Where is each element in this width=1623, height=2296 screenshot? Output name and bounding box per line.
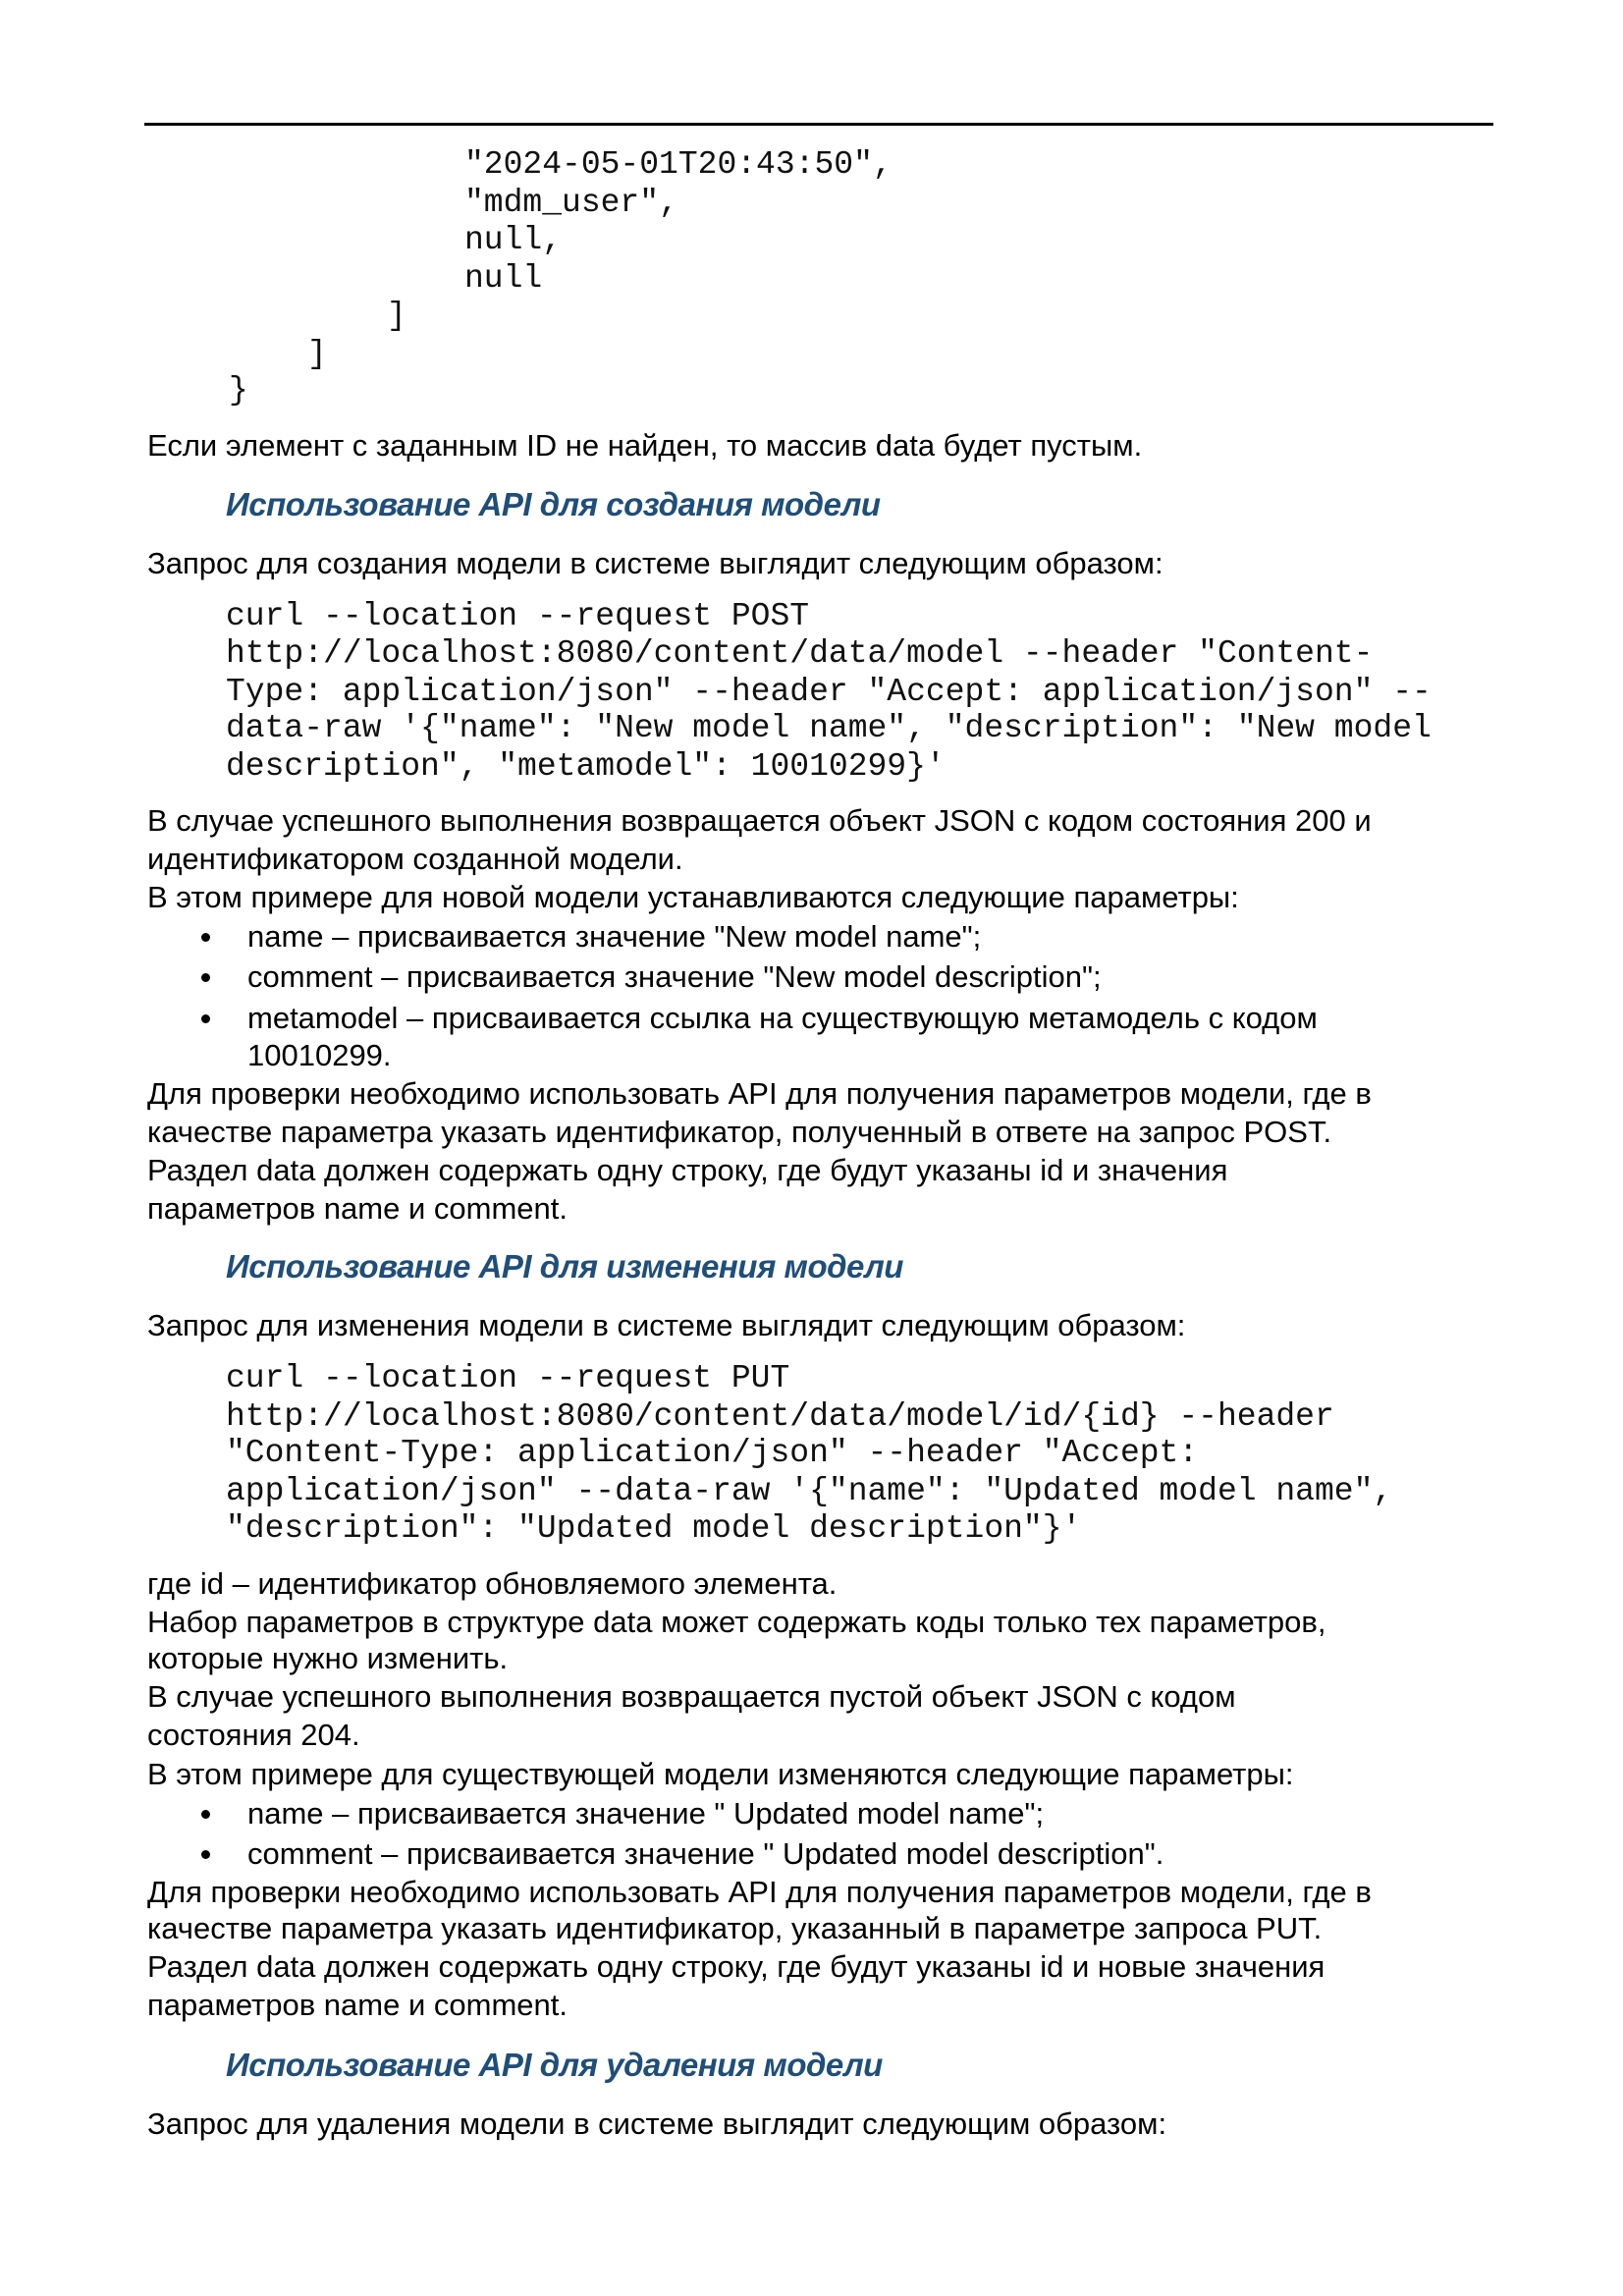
code-line: description", "metamodel": 10010299}' xyxy=(226,748,946,785)
paragraph: качестве параметра указать идентификатор, указанный в параметре запроса PUT. xyxy=(147,1911,1323,1945)
paragraph: Для проверки необходимо использовать API для получения параметров модели, где в xyxy=(147,1875,1372,1909)
paragraph: Раздел data должен содержать одну строку, где будут указаны id и значения xyxy=(147,1153,1228,1187)
code-line: ] xyxy=(387,298,406,334)
paragraph: Запрос для удаления модели в системе выглядит следующим образом: xyxy=(147,2106,1167,2141)
bullet-icon xyxy=(201,1810,210,1819)
bullet-icon xyxy=(201,1014,210,1023)
list-item: metamodel – присваивается ссылка на существующую метамодель с кодом xyxy=(247,1001,1318,1035)
code-line: null, xyxy=(464,222,563,258)
paragraph: Раздел data должен содержать одну строку, где будут указаны id и новые значения xyxy=(147,1949,1325,1984)
paragraph: параметров name и comment. xyxy=(147,1191,568,1226)
bullet-icon xyxy=(201,1850,210,1859)
code-line: "description": "Updated model description"}' xyxy=(226,1510,1082,1547)
list-item: comment – присваивается значение " Updated model description". xyxy=(247,1836,1164,1871)
list-item: name – присваивается значение " Updated model name"; xyxy=(247,1796,1045,1831)
paragraph: Для проверки необходимо использовать API для получения параметров модели, где в xyxy=(147,1076,1372,1111)
code-line: "mdm_user", xyxy=(464,185,678,221)
code-line: data-raw '{"name": "New model name", "description": "New model xyxy=(226,710,1432,746)
list-item: name – присваивается значение "New model name"; xyxy=(247,919,982,954)
code-line: application/json" --data-raw '{"name": "Updated model name", xyxy=(226,1473,1393,1509)
bullet-icon xyxy=(201,973,210,982)
paragraph: где id – идентификатор обновляемого элемента. xyxy=(147,1566,838,1601)
bullet-icon xyxy=(201,933,210,942)
paragraph: Запрос для изменения модели в системе выглядит следующим образом: xyxy=(147,1308,1186,1342)
paragraph: Если элемент с заданным ID не найден, то массив data будет пустым. xyxy=(147,428,1143,463)
paragraph: Запрос для создания модели в системе выглядит следующим образом: xyxy=(147,546,1163,580)
section-heading-delete: Использование API для удаления модели xyxy=(226,2047,883,2083)
code-line: "2024-05-01T20:43:50", xyxy=(464,146,893,183)
code-line: ] xyxy=(307,336,327,372)
code-line: "Content-Type: application/json" --header "Accept: xyxy=(226,1435,1199,1471)
code-line: curl --location --request POST xyxy=(226,598,810,634)
code-line: http://localhost:8080/content/data/model --header "Content- xyxy=(226,635,1374,672)
code-line: curl --location --request PUT xyxy=(226,1360,790,1396)
list-item-continuation: 10010299. xyxy=(247,1038,392,1072)
code-line: http://localhost:8080/content/data/model/id/{id} --header xyxy=(226,1398,1334,1435)
paragraph: качестве параметра указать идентификатор, полученный в ответе на запрос POST. xyxy=(147,1115,1332,1149)
code-line: } xyxy=(229,372,248,409)
paragraph: В случае успешного выполнения возвращается пустой объект JSON с кодом xyxy=(147,1679,1236,1714)
section-heading-create: Использование API для создания модели xyxy=(226,486,881,522)
paragraph: Набор параметров в структуре data может содержать коды только тех параметров, xyxy=(147,1605,1326,1639)
paragraph: В случае успешного выполнения возвращается объект JSON с кодом состояния 200 и xyxy=(147,803,1372,838)
paragraph: состояния 204. xyxy=(147,1718,360,1752)
header-rule xyxy=(144,123,1493,126)
paragraph: которые нужно изменить. xyxy=(147,1641,509,1675)
section-heading-update: Использование API для изменения модели xyxy=(226,1248,903,1285)
paragraph: В этом примере для существующей модели изменяются следующие параметры: xyxy=(147,1757,1294,1791)
paragraph: В этом примере для новой модели устанавливаются следующие параметры: xyxy=(147,880,1239,914)
paragraph: идентификатором созданной модели. xyxy=(147,842,683,876)
list-item: comment – присваивается значение "New model description"; xyxy=(247,959,1102,994)
code-line: null xyxy=(464,260,543,297)
paragraph: параметров name и comment. xyxy=(147,1988,568,2022)
code-line: Type: application/json" --header "Accept: application/json" -- xyxy=(226,674,1432,710)
